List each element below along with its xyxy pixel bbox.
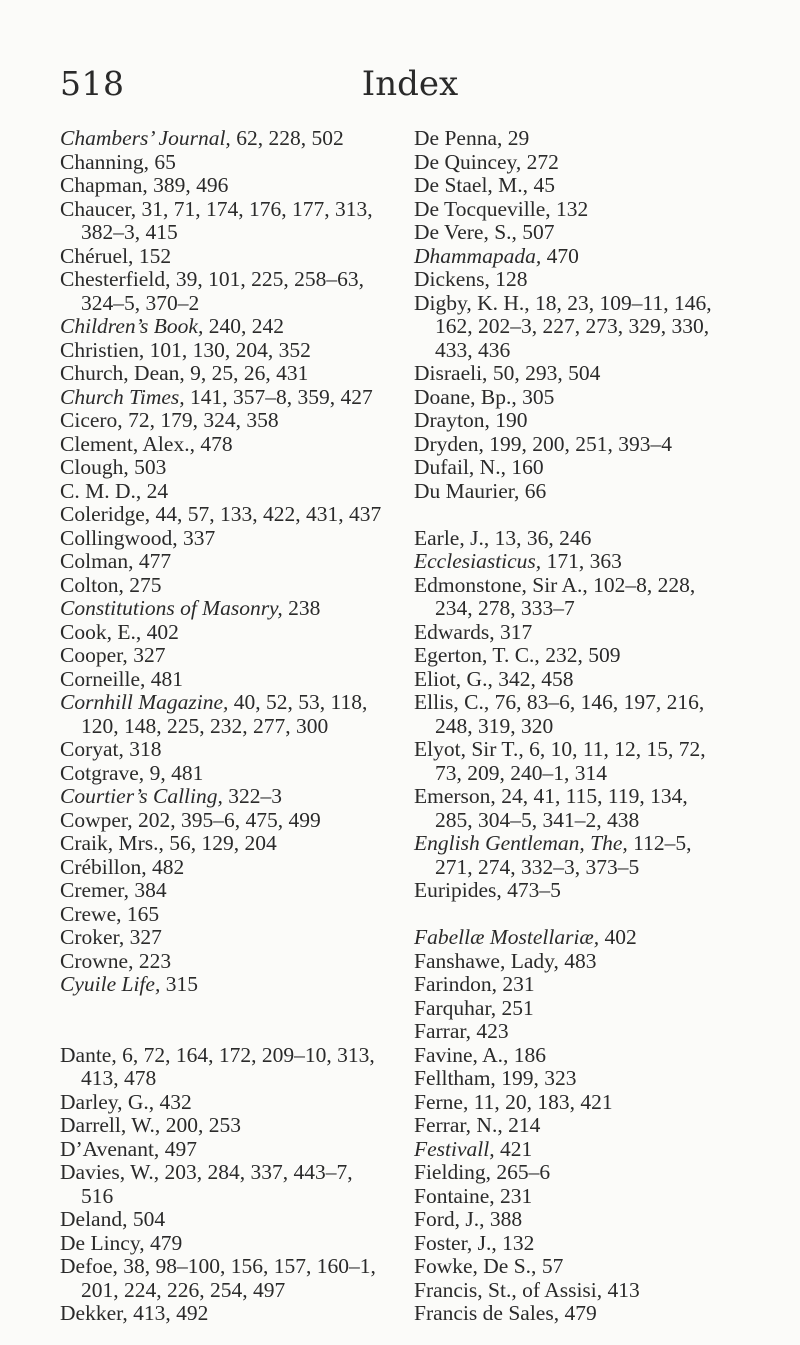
entry-heading: Croker,: [60, 925, 125, 949]
entry-heading: Chapman,: [60, 173, 148, 197]
entry-heading: Cyuile Life,: [60, 972, 161, 996]
index-entry: [414, 151, 764, 175]
entry-page-refs: 275: [123, 572, 162, 597]
entry-page-refs: 402: [141, 619, 179, 644]
entry-page-refs: 6, 10, 11, 12, 15, 72,: [523, 737, 706, 761]
entry-page-refs: 56, 129, 204: [163, 831, 277, 855]
index-entry: [414, 433, 764, 457]
entry-heading: Egerton, T. C.,: [414, 643, 540, 667]
entry-heading: Francis, St., of Assisi,: [414, 1277, 603, 1302]
index-entry: [60, 127, 390, 151]
entry-heading: Fanshawe, Lady,: [414, 948, 559, 973]
entry-heading: Dante,: [60, 1042, 117, 1067]
entry-page-refs: 516: [81, 1183, 114, 1208]
entry-page-refs: 402: [599, 925, 637, 949]
entry-heading: Digby, K. H.,: [414, 290, 530, 315]
entry-heading: Doane, Bp.,: [414, 384, 517, 409]
entry-heading: Dickens,: [414, 267, 490, 291]
entry-page-refs: 271, 274, 332–3, 373–5: [435, 854, 640, 879]
entry-page-refs: 201, 224, 226, 254, 497: [81, 1277, 286, 1302]
entry-page-refs: 285, 304–5, 341–2, 438: [435, 807, 640, 832]
index-entry: [60, 386, 390, 410]
entry-heading: Farrar,: [414, 1019, 472, 1043]
index-entry: [60, 574, 390, 598]
entry-page-refs: 317: [494, 619, 533, 644]
index-entry: [60, 456, 390, 480]
entry-page-refs: 337: [177, 525, 216, 550]
index-entry: [60, 1114, 390, 1138]
entry-heading: Corneille,: [60, 666, 146, 691]
index-entry: [414, 480, 764, 504]
entry-page-refs: 477: [133, 549, 172, 573]
entry-page-refs: 66: [519, 478, 547, 503]
running-title: Index: [361, 64, 459, 104]
index-entry: [414, 1255, 764, 1279]
entry-page-refs: 200, 253: [160, 1113, 241, 1137]
index-entry: [414, 409, 764, 433]
entry-page-refs: 481: [145, 666, 184, 691]
entry-page-refs: 432: [154, 1089, 192, 1114]
entry-page-refs: 413: [602, 1277, 640, 1302]
entry-heading: Farindon,: [414, 972, 498, 996]
index-entry: [414, 1020, 764, 1044]
entry-heading: Colton,: [60, 572, 124, 597]
entry-page-refs: 413, 478: [81, 1066, 157, 1090]
entry-page-refs: 141, 357–8, 359, 427: [184, 384, 373, 409]
index-entry: [60, 1302, 390, 1326]
entry-page-refs: 507: [516, 220, 555, 244]
entry-heading: Fowke, De S.,: [414, 1254, 537, 1278]
index-entry: [414, 691, 764, 738]
index-entry: [414, 245, 764, 269]
entry-heading: Crébillon,: [60, 854, 147, 879]
entry-page-refs: 240, 242: [203, 314, 284, 338]
entry-page-refs: 160: [505, 455, 544, 479]
index-entry: [414, 738, 764, 785]
index-column-left: [60, 127, 390, 1326]
index-entry: [414, 386, 764, 410]
entry-page-refs: 171, 363: [541, 549, 622, 573]
entry-heading: Constitutions of Masonry,: [60, 596, 283, 620]
group-spacer: [60, 997, 390, 1044]
index-entry: [60, 668, 390, 692]
entry-heading: De Quincey,: [414, 149, 522, 174]
entry-heading: Eliot, G.,: [414, 666, 493, 691]
index-entry: [60, 973, 390, 997]
entry-page-refs: 203, 284, 337, 443–7,: [159, 1160, 353, 1184]
entry-page-refs: 45: [528, 173, 555, 197]
entry-heading: Channing,: [60, 149, 149, 174]
index-entry: [60, 527, 390, 551]
entry-page-refs: 327: [124, 925, 162, 949]
entry-heading: Euripides,: [414, 878, 502, 902]
entry-page-refs: 165: [121, 901, 160, 926]
entry-heading: Crowne,: [60, 948, 134, 973]
entry-heading: Cremer,: [60, 878, 129, 902]
entry-page-refs: 322–3: [222, 784, 283, 808]
index-entry: [60, 644, 390, 668]
entry-heading: Collingwood,: [60, 525, 178, 550]
entry-group: [414, 127, 764, 503]
entry-page-refs: 50, 293, 504: [487, 361, 601, 385]
entry-heading: Ecclesiasticus,: [414, 549, 542, 573]
index-entry: [60, 1044, 390, 1091]
index-entry: [60, 268, 390, 315]
entry-page-refs: 327: [127, 643, 166, 667]
entry-page-refs: 65: [148, 149, 176, 174]
entry-page-refs: 272: [521, 149, 559, 174]
index-entry: [60, 903, 390, 927]
index-entry: [414, 1232, 764, 1256]
index-entry: [60, 1091, 390, 1115]
index-entry: [60, 1161, 390, 1208]
entry-heading: Cicero,: [60, 408, 123, 432]
entry-page-refs: 62, 228, 502: [230, 126, 344, 150]
entry-heading: Chéruel,: [60, 243, 134, 268]
entry-page-refs: 482: [146, 854, 185, 879]
index-entry: [60, 879, 390, 903]
entry-heading: Clement, Alex.,: [60, 431, 195, 456]
entry-page-refs: 479: [559, 1301, 597, 1325]
entry-page-refs: 324–5, 370–2: [81, 290, 200, 315]
entry-page-refs: 305: [516, 384, 555, 409]
entry-heading: Chambers’ Journal,: [60, 126, 231, 150]
index-entry: [60, 198, 390, 245]
index-entry: [414, 1091, 764, 1115]
entry-heading: De Vere, S.,: [414, 220, 517, 244]
entry-page-refs: 112–5,: [627, 831, 692, 855]
index-entry: [414, 644, 764, 668]
entry-heading: Emerson,: [414, 784, 496, 808]
index-entry: [414, 879, 764, 903]
entry-page-refs: 72, 179, 324, 358: [122, 408, 279, 432]
entry-page-refs: 128: [489, 267, 528, 291]
entry-heading: Cotgrave,: [60, 760, 145, 785]
entry-page-refs: 382–3, 415: [81, 220, 178, 244]
entry-page-refs: 423: [471, 1019, 509, 1043]
entry-heading: Foster, J.,: [414, 1230, 497, 1255]
index-entry: [414, 550, 764, 574]
entry-page-refs: 24, 41, 115, 119, 134,: [495, 784, 688, 808]
entry-page-refs: 413, 492: [127, 1301, 209, 1325]
index-entry: [60, 409, 390, 433]
index-entry: [414, 997, 764, 1021]
index-entry: [414, 1138, 764, 1162]
entry-heading: Cook, E.,: [60, 619, 142, 644]
entry-heading: Dekker,: [60, 1301, 128, 1325]
entry-heading: Darley, G.,: [60, 1089, 155, 1114]
entry-page-refs: 503: [128, 455, 167, 479]
index-entry: [414, 785, 764, 832]
entry-page-refs: 504: [127, 1207, 166, 1231]
entry-page-refs: 6, 72, 164, 172, 209–10, 313,: [116, 1042, 375, 1067]
index-entry: [60, 621, 390, 645]
entry-heading: Fabellæ Mostellariæ,: [414, 925, 600, 949]
entry-page-refs: 132: [496, 1230, 535, 1255]
entry-page-refs: 186: [508, 1042, 546, 1067]
entry-heading: Dhammapada,: [414, 243, 542, 268]
entry-page-refs: 421: [494, 1136, 533, 1161]
index-entry: [414, 574, 764, 621]
index-entry: [60, 691, 390, 738]
index-entry: [414, 1302, 764, 1326]
entry-group: [414, 527, 764, 903]
entry-page-refs: 199, 323: [495, 1066, 577, 1090]
index-entry: [60, 856, 390, 880]
index-entry: [414, 832, 764, 879]
entry-heading: Earle, J.,: [414, 525, 490, 550]
entry-page-refs: 132: [550, 196, 589, 221]
entry-heading: Coryat,: [60, 737, 124, 761]
entry-page-refs: 265–6: [491, 1160, 551, 1184]
entry-page-refs: 11, 20, 183, 421: [468, 1089, 613, 1114]
entry-heading: Edmonstone, Sir A.,: [414, 572, 588, 597]
entry-heading: Church Times,: [60, 384, 185, 409]
entry-heading: Colman,: [60, 549, 134, 573]
entry-heading: English Gentleman, The,: [414, 831, 628, 855]
index-entry: [414, 926, 764, 950]
index-entry: [414, 174, 764, 198]
entry-page-refs: 223: [133, 948, 172, 973]
entry-page-refs: 18, 23, 109–11, 146,: [529, 290, 712, 315]
index-entry: [60, 1232, 390, 1256]
index-entry: [414, 268, 764, 292]
index-entry: [414, 1161, 764, 1185]
entry-page-refs: 120, 148, 225, 232, 277, 300: [81, 713, 329, 738]
entry-page-refs: 384: [128, 878, 167, 902]
entry-heading: De Tocqueville,: [414, 196, 551, 221]
index-entry: [414, 292, 764, 363]
entry-heading: Drayton,: [414, 408, 490, 432]
index-column-right: [414, 127, 764, 1326]
entry-heading: D’Avenant,: [60, 1136, 160, 1161]
index-entry: [60, 315, 390, 339]
index-entry: [414, 621, 764, 645]
entry-page-refs: 40, 52, 53, 118,: [228, 690, 368, 714]
index-entry: [414, 1208, 764, 1232]
index-entry: [414, 950, 764, 974]
entry-page-refs: 9, 25, 26, 431: [184, 361, 309, 385]
group-spacer: [414, 903, 764, 927]
index-entry: [414, 668, 764, 692]
entry-page-refs: 57: [536, 1254, 564, 1278]
entry-heading: Disraeli,: [414, 361, 488, 385]
index-entry: [414, 973, 764, 997]
page-number: 518: [60, 64, 125, 103]
entry-heading: Dryden,: [414, 431, 484, 456]
index-entry: [414, 221, 764, 245]
entry-heading: Clough,: [60, 455, 129, 479]
entry-heading: Farquhar,: [414, 995, 497, 1020]
entry-group: [60, 1044, 390, 1326]
entry-heading: Edwards,: [414, 619, 495, 644]
entry-group: [414, 926, 764, 1326]
entry-heading: Darrell, W.,: [60, 1113, 161, 1137]
entry-page-refs: 31, 71, 174, 176, 177, 313,: [136, 196, 373, 221]
entry-page-refs: 9, 481: [144, 760, 204, 785]
entry-page-refs: 73, 209, 240–1, 314: [435, 760, 607, 785]
index-entry: [60, 339, 390, 363]
entry-page-refs: 152: [133, 243, 172, 268]
index-entry: [60, 151, 390, 175]
entry-heading: Christien,: [60, 337, 145, 362]
index-entry: [60, 245, 390, 269]
entry-heading: Felltham,: [414, 1066, 496, 1090]
entry-heading: Festivall,: [414, 1136, 495, 1161]
index-entry: [414, 1114, 764, 1138]
entry-page-refs: 199, 200, 251, 393–4: [483, 431, 672, 456]
entry-heading: Cowper,: [60, 807, 133, 832]
entry-heading: Dufail, N.,: [414, 455, 506, 479]
entry-page-refs: 231: [497, 972, 535, 996]
index-entry: [414, 456, 764, 480]
index-entry: [60, 785, 390, 809]
index-entry: [414, 1185, 764, 1209]
index-entry: [60, 738, 390, 762]
entry-page-refs: 388: [484, 1207, 523, 1231]
entry-heading: Craik, Mrs.,: [60, 831, 164, 855]
entry-heading: Defoe,: [60, 1254, 118, 1278]
entry-page-refs: 13, 36, 246: [489, 525, 592, 550]
entry-heading: Cooper,: [60, 643, 128, 667]
entry-heading: Ford, J.,: [414, 1207, 485, 1231]
entry-page-refs: 101, 130, 204, 352: [144, 337, 311, 362]
index-entry: [414, 198, 764, 222]
entry-page-refs: 342, 458: [492, 666, 574, 691]
index-entry: [60, 1138, 390, 1162]
index-entry: [60, 550, 390, 574]
entry-heading: Elyot, Sir T.,: [414, 737, 524, 761]
entry-page-refs: 389, 496: [147, 173, 229, 197]
index-entry: [60, 950, 390, 974]
page-header: [60, 64, 760, 114]
entry-heading: Chaucer,: [60, 196, 137, 221]
entry-page-refs: 238: [282, 596, 321, 620]
entry-heading: Du Maurier,: [414, 478, 520, 503]
entry-page-refs: 202, 395–6, 475, 499: [132, 807, 321, 832]
index-entry: [414, 1067, 764, 1091]
entry-page-refs: 234, 278, 333–7: [435, 596, 575, 620]
index-entry: [60, 174, 390, 198]
entry-page-refs: 315: [160, 972, 198, 996]
entry-page-refs: 497: [159, 1136, 197, 1161]
index-entry: [60, 762, 390, 786]
index-entry: [60, 597, 390, 621]
index-entry: [414, 527, 764, 551]
index-entry: [60, 1208, 390, 1232]
entry-heading: C. M. D.,: [60, 478, 142, 503]
entry-heading: Cornhill Magazine,: [60, 690, 229, 714]
entry-page-refs: 29: [502, 126, 530, 150]
entry-heading: Deland,: [60, 1207, 128, 1231]
index-entry: [414, 1279, 764, 1303]
entry-heading: Ferne,: [414, 1089, 469, 1114]
index-entry: [60, 362, 390, 386]
entry-page-refs: 318: [123, 737, 162, 761]
index-entry: [60, 832, 390, 856]
entry-heading: Church, Dean,: [60, 361, 185, 385]
entry-page-refs: 473–5: [501, 878, 561, 902]
index-entry: [60, 809, 390, 833]
index-entry: [414, 1044, 764, 1068]
entry-page-refs: 248, 319, 320: [435, 713, 554, 738]
entry-heading: De Stael, M.,: [414, 173, 529, 197]
index-entry: [60, 926, 390, 950]
index-entry: [60, 433, 390, 457]
entry-heading: Davies, W.,: [60, 1160, 160, 1184]
entry-heading: Favine, A.,: [414, 1042, 509, 1067]
entry-heading: De Penna,: [414, 126, 503, 150]
entry-heading: Ellis, C.,: [414, 690, 490, 714]
entry-heading: Children’s Book,: [60, 314, 204, 338]
entry-group: [60, 127, 390, 997]
index-entry: [60, 480, 390, 504]
entry-heading: De Lincy,: [60, 1230, 145, 1255]
entry-page-refs: 479: [144, 1230, 183, 1255]
entry-heading: Fontaine,: [414, 1183, 495, 1208]
entry-page-refs: 214: [502, 1113, 541, 1137]
index-entry: [414, 362, 764, 386]
entry-heading: Courtier’s Calling,: [60, 784, 223, 808]
entry-page-refs: 478: [194, 431, 233, 456]
group-spacer: [414, 503, 764, 527]
entry-page-refs: 162, 202–3, 227, 273, 329, 330,: [435, 314, 710, 338]
entry-page-refs: 251: [496, 995, 534, 1020]
entry-page-refs: 102–8, 228,: [587, 572, 696, 597]
index-entry: [60, 1255, 390, 1302]
entry-page-refs: 483: [558, 948, 597, 973]
entry-heading: Fielding,: [414, 1160, 492, 1184]
entry-page-refs: 44, 57, 133, 422, 431, 437: [150, 502, 382, 526]
entry-page-refs: 39, 101, 225, 258–63,: [170, 267, 364, 291]
entry-page-refs: 231: [494, 1183, 533, 1208]
entry-heading: Ferrar, N.,: [414, 1113, 503, 1137]
entry-page-refs: 232, 509: [539, 643, 621, 667]
entry-heading: Chesterfield,: [60, 267, 171, 291]
entry-heading: Francis de Sales,: [414, 1301, 560, 1325]
entry-page-refs: 470: [541, 243, 579, 268]
entry-page-refs: 433, 436: [435, 337, 511, 362]
entry-page-refs: 76, 83–6, 146, 197, 216,: [489, 690, 705, 714]
index-entry: [414, 127, 764, 151]
entry-heading: Crewe,: [60, 901, 122, 926]
index-entry: [60, 503, 390, 527]
entry-page-refs: 24: [141, 478, 169, 503]
entry-page-refs: 38, 98–100, 156, 157, 160–1,: [117, 1254, 376, 1278]
entry-page-refs: 190: [489, 408, 528, 432]
entry-heading: Coleridge,: [60, 502, 151, 526]
